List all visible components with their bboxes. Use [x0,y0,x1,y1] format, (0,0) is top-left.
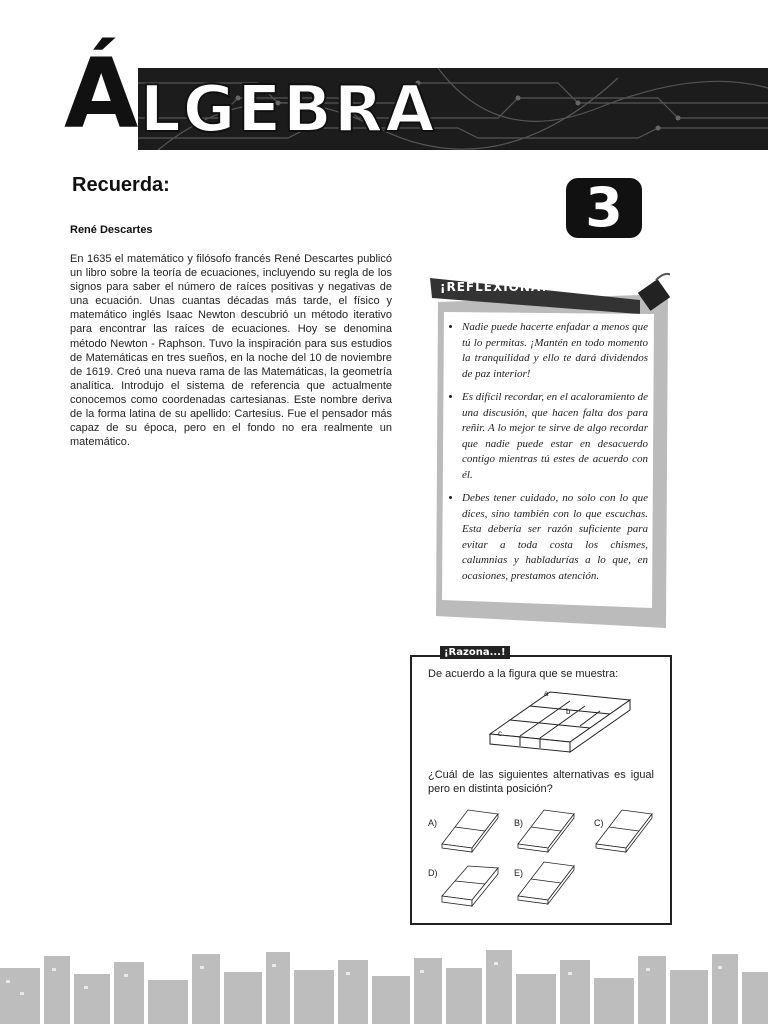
razona-question: De acuerdo a la figura que se muestra: [428,668,619,680]
option-e-label[interactable]: E) [514,868,523,878]
razona-label: ¡Razona...! [440,646,510,659]
razona-question-2: ¿Cuál de las siguientes alternativas es igual pero en distinta posición? [428,769,654,795]
city-skyline-decoration [0,940,768,1024]
figure-label-b: b [566,707,571,716]
option-b-label[interactable]: B) [514,818,523,828]
option-c-label[interactable]: C) [594,818,604,828]
option-a-figure [442,810,498,852]
body-paragraph: En 1635 el matemático y filósofo francés René Descartes publicó un libro sobre la teoría de ecuaciones, incluyendo su regla de los signos para saber el número de raíces positivas y negativas de una ecuación. Unas cuantas décadas más tarde, el físico y matemático inglés Isaac Newton descubrió un método iterativo para encontrar las raíces de ecuaciones. Hoy se denomina método Newton - Raphson. Tuvo la inspiración para sus estudios de Matemáticas en tres sueños, en la noche del 10 de noviembre de 1619. Creó una nueva rama de las Matemáticas, la geometría analítica. Introdujo el sistema de referencia que actualmente conocemos como coordenadas cartesianas. Este nombre deriva de la forma latina de su apellido: Cartesius. Fue el pensador más capaz de su época, pero en el fondo no era realmente un matemático. [70,253,392,449]
option-c-figure [596,810,652,852]
option-b-figure [518,810,574,852]
options-figures [440,806,660,912]
recuerda-heading: Recuerda: [72,174,170,196]
title-rest: LGEBRA [140,73,437,147]
brick-figure [480,686,640,758]
chapter-badge: 3 [566,178,642,238]
reflexiona-list [448,320,648,592]
figure-label-a: a [544,689,549,698]
option-a-label[interactable]: A) [428,818,437,828]
reflexiona-item: • Debes tener cuidado, no solo con lo que dices, sino también con lo que escuchas. Esta debería ser razón suficiente para evitar a toda costa los chismes, calumnias y habladurías a lo que, en ocasiones, prestamos atención. [462,491,648,584]
reflexiona-label: ¡REFLEXIONA! [440,280,548,294]
title-initial: Á [64,38,139,150]
option-e-figure [518,862,574,904]
option-d-label[interactable]: D) [428,868,438,878]
reflexiona-item: • Nadie puede hacerte enfadar a menos que tú lo permitas. ¡Mantén en todo momento la tranquilidad y ello te dará dividendos de paz interior! [462,320,648,382]
option-d-figure [442,866,498,906]
section-subtitle: René Descartes [70,224,153,236]
figure-label-c: c [498,729,502,738]
reflexiona-item: • Es difícil recordar, en el acaloramiento de una discusión, que hacen falta dos para reñir. A lo mejor te sirve de algo recordar que nadie puede estar en desacuerdo contigo mientras tú estes de acuerdo con él. [462,390,648,483]
